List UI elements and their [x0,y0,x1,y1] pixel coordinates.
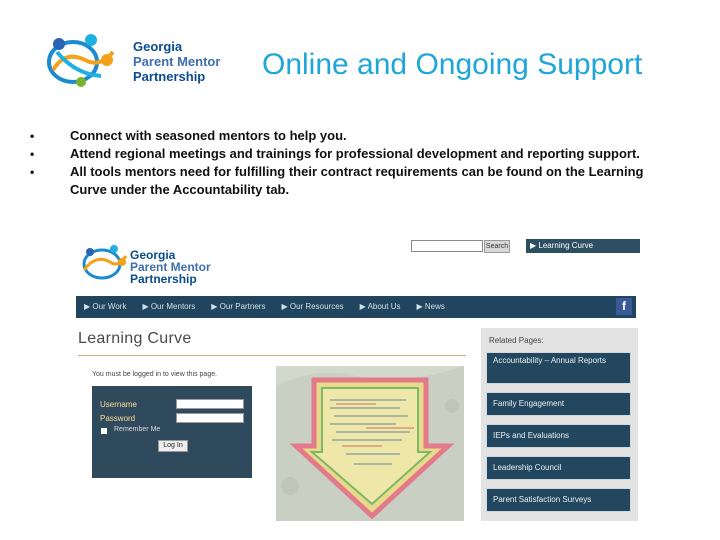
logo-line-2: Parent Mentor [133,54,221,69]
site-search-input[interactable] [411,240,483,252]
gpmp-logo [45,30,250,92]
nav-news[interactable]: ▶ News [416,302,445,311]
site-logo[interactable] [80,240,295,290]
remember-me-checkbox[interactable] [101,428,107,434]
password-field[interactable] [176,413,244,423]
site-logo-line-3: Partnership [130,272,197,286]
logo-people-icon [45,30,135,92]
related-ieps-evaluations[interactable]: IEPs and Evaluations [486,424,631,448]
site-search-button[interactable]: Search [484,240,510,253]
related-parent-satisfaction[interactable]: Parent Satisfaction Surveys [486,488,631,512]
bullet-item [30,145,650,163]
related-family-engagement[interactable]: Family Engagement [486,392,631,416]
related-pages-title: Related Pages: [489,336,544,345]
bullet-dot: • [30,129,35,143]
bullet-text: All tools mentors need for fulfilling their contract requirements can be found on the Learning Curve under the Accountability tab. [70,164,644,197]
bullet-dot: • [30,165,35,179]
bullet-list [30,127,650,199]
bullet-item [30,127,650,145]
nav-our-mentors[interactable]: ▶ Our Mentors [142,302,196,311]
username-field[interactable] [176,399,244,409]
bullet-text: Attend regional meetings and trainings for professional development and reporting support. [70,146,640,161]
username-label: Username [100,400,137,409]
site-logo-line-1: Georgia [130,248,176,262]
related-pages-panel [481,328,638,521]
slide-title: Online and Ongoing Support [262,48,643,81]
site-logo-line-2: Parent Mentor [130,260,211,274]
learning-curve-link[interactable]: ▶ Learning Curve [526,239,640,253]
heading-divider [78,355,466,356]
related-leadership-council[interactable]: Leadership Council [486,456,631,480]
bullet-dot: • [30,147,35,161]
bullet-text: Connect with seasoned mentors to help you. [70,128,347,143]
site-logo-wordmark [130,249,211,285]
login-message: You must be logged in to view this page. [92,371,218,378]
learning-curve-heading: Learning Curve [78,330,192,347]
learning-curve-artwork [276,366,464,521]
remember-me-label: Remember Me [114,426,161,433]
login-button[interactable]: Log In [158,440,188,452]
bullet-item [30,163,650,199]
password-label: Password [100,414,136,423]
hand-drawn-arrow-image [276,366,464,521]
website-screenshot [76,236,678,521]
site-header [76,236,678,296]
nav-our-resources[interactable]: ▶ Our Resources [281,302,344,311]
facebook-icon[interactable]: f [616,298,632,315]
nav-about-us[interactable]: ▶ About Us [359,302,401,311]
logo-wordmark [133,39,220,84]
related-accountability[interactable]: Accountability – Annual Reports [486,352,631,384]
site-logo-icon [80,240,128,284]
nav-our-work[interactable]: ▶ Our Work [84,302,127,311]
site-navbar [76,296,636,318]
login-form [92,386,252,478]
logo-line-3: Partnership [133,69,206,84]
logo-line-1: Georgia [133,39,183,54]
nav-our-partners[interactable]: ▶ Our Partners [211,302,266,311]
